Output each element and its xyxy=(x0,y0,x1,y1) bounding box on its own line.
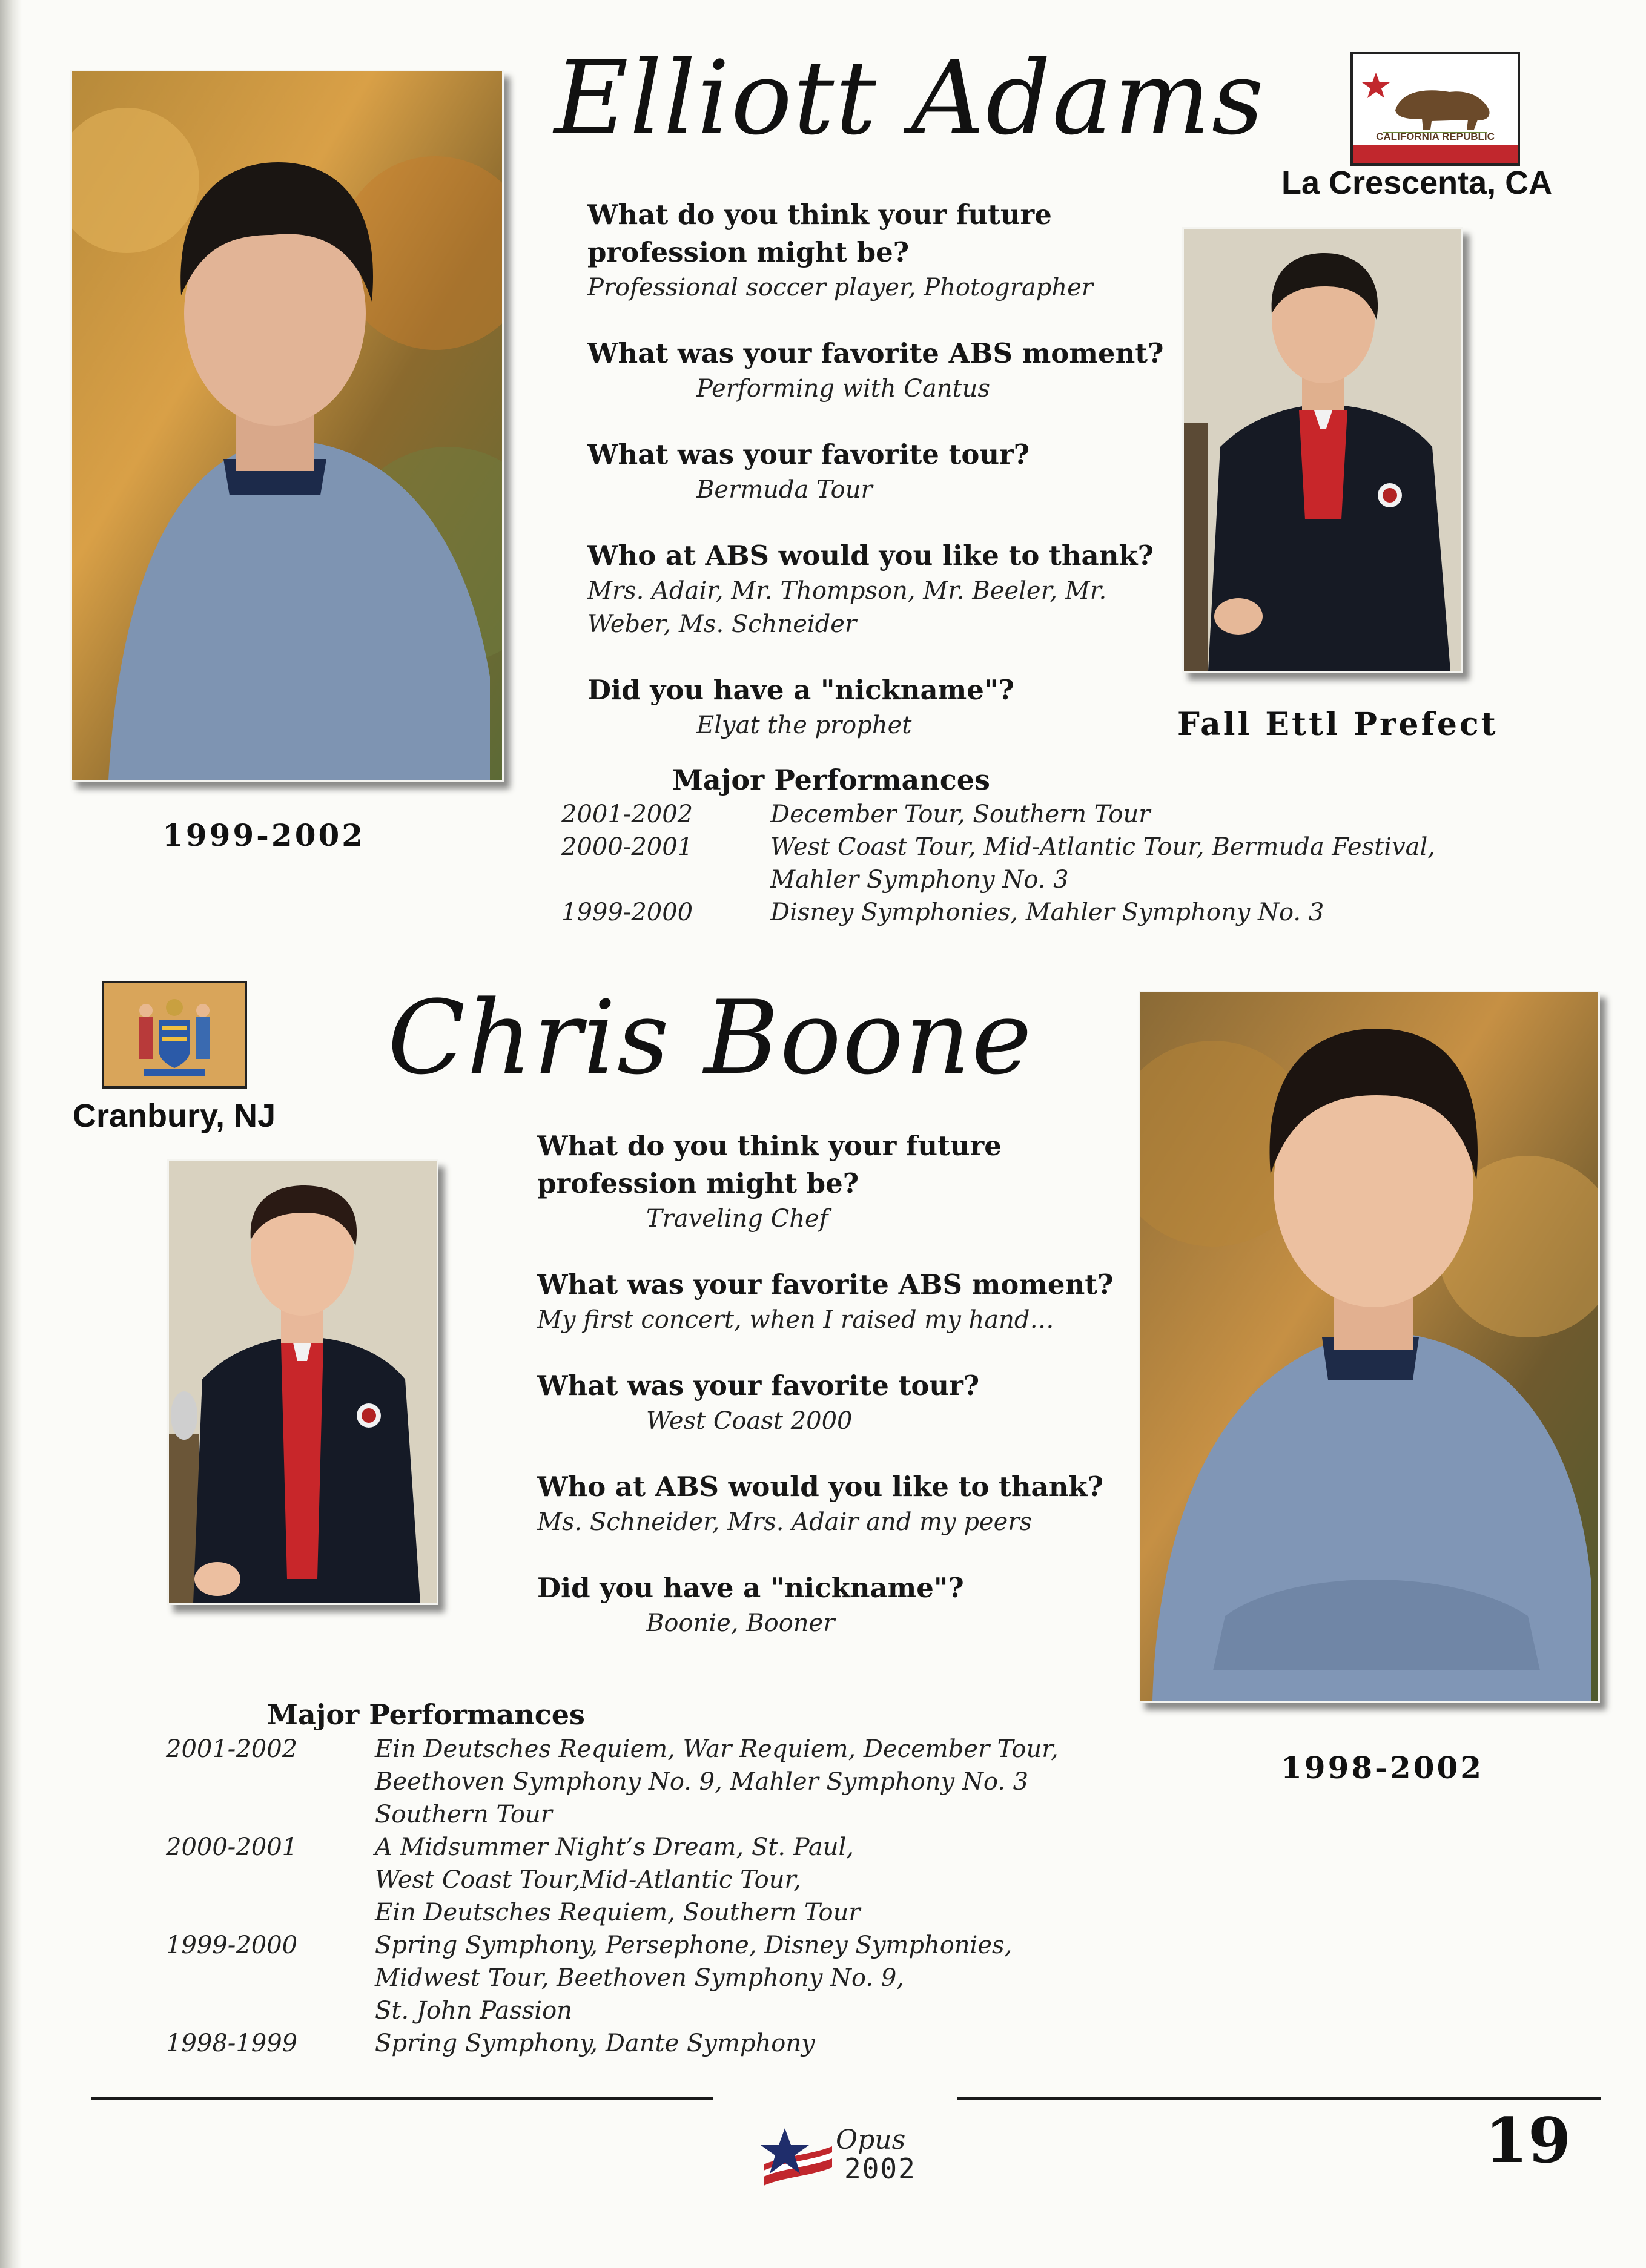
elliott-questionnaire xyxy=(587,196,1181,773)
california-flag xyxy=(1350,52,1520,166)
chris-hometown: Cranbury, NJ xyxy=(73,1098,276,1134)
question: Did you have a "nickname"? xyxy=(537,1572,964,1604)
footer-rule-left xyxy=(91,2097,713,2100)
question: What was your favorite tour? xyxy=(587,438,1030,470)
elliott-performances xyxy=(561,762,1435,929)
answer: Weber, Ms. Schneider xyxy=(587,610,857,638)
question: Did you have a "nickname"? xyxy=(587,674,1014,706)
opus-footer-logo xyxy=(761,2122,930,2195)
answer: My first concert, when I raised my hand… xyxy=(537,1306,1054,1334)
performances-title: Major Performances xyxy=(672,763,990,796)
question: Who at ABS would you like to thank? xyxy=(537,1471,1103,1503)
question: What was your favorite tour? xyxy=(537,1370,980,1402)
chris-uniform-photo xyxy=(167,1159,438,1605)
answer: Elyat the prophet xyxy=(696,711,912,739)
answer: Mrs. Adair, Mr. Thompson, Mr. Beeler, Mr. xyxy=(587,577,1107,605)
chris-portrait-photo xyxy=(1139,991,1600,1703)
page-number: 19 xyxy=(1485,2105,1571,2177)
performance-row: 2001-2002 December Tour, Southern Tour xyxy=(561,800,1151,828)
question: What do you think your future xyxy=(587,199,1052,231)
footer-rule-right xyxy=(957,2097,1601,2100)
answer: Performing with Cantus xyxy=(696,375,990,403)
question: profession might be? xyxy=(587,236,910,268)
question: Who at ABS would you like to thank? xyxy=(587,539,1154,572)
opus-word: Opus xyxy=(836,2125,906,2155)
question: What was your favorite ABS moment? xyxy=(537,1268,1114,1300)
elliott-hometown: La Crescenta, CA xyxy=(1281,165,1553,201)
answer: Ms. Schneider, Mrs. Adair and my peers xyxy=(537,1508,1032,1536)
performances-title: Major Performances xyxy=(267,1698,585,1731)
question: What do you think your future xyxy=(537,1130,1002,1162)
elliott-name-heading: Elliott Adams xyxy=(554,39,1265,157)
performance-row: 2000-2001 West Coast Tour, Mid-Atlantic Tour, Bermuda Festival, Mahler Symphony No. 3 xyxy=(561,833,1435,894)
question: profession might be? xyxy=(537,1167,859,1199)
page-gutter-shadow xyxy=(0,0,22,2268)
chris-years: 1998-2002 xyxy=(1281,1750,1484,1785)
performance-row: 1998-1999 Spring Symphony, Dante Symphony xyxy=(166,2029,815,2057)
opus-year: 2002 xyxy=(844,2152,916,2185)
answer: Boonie, Booner xyxy=(646,1609,835,1637)
answer: Professional soccer player, Photographer xyxy=(587,274,1093,302)
question: What was your favorite ABS moment? xyxy=(587,337,1164,369)
chris-questionnaire xyxy=(537,1127,1143,1670)
chris-performances xyxy=(166,1696,1059,2060)
answer: Traveling Chef xyxy=(646,1205,828,1233)
answer: Bermuda Tour xyxy=(696,476,873,504)
new-jersey-flag xyxy=(102,981,247,1089)
performance-row: 1999-2000 Disney Symphonies, Mahler Symphony No. 3 xyxy=(561,898,1324,926)
elliott-prefect-caption: Fall Ettl Prefect xyxy=(1177,706,1498,743)
elliott-uniform-photo xyxy=(1182,227,1463,673)
answer: West Coast 2000 xyxy=(646,1407,853,1435)
elliott-portrait-photo xyxy=(70,70,504,782)
chris-name-heading: Chris Boone xyxy=(388,978,1033,1097)
performance-row: 2001-2002 Ein Deutsches Requiem, War Requiem, December Tour, Beethoven Symphony No. 9, Mahler Symphony No. 3 Southern Tour xyxy=(166,1735,1059,1828)
performance-row: 1999-2000 Spring Symphony, Persephone, Disney Symphonies, Midwest Tour, Beethoven Symphony No. 9, St. John Passion xyxy=(166,1931,1013,2025)
performance-row: 2000-2001 A Midsummer Night’s Dream, St. Paul, West Coast Tour,Mid-Atlantic Tour, Ein Deutsches Requiem, Southern Tour xyxy=(166,1833,861,1927)
california-flag-text: CALIFORNIA REPUBLIC xyxy=(1376,131,1495,142)
elliott-years: 1999-2002 xyxy=(162,817,366,853)
